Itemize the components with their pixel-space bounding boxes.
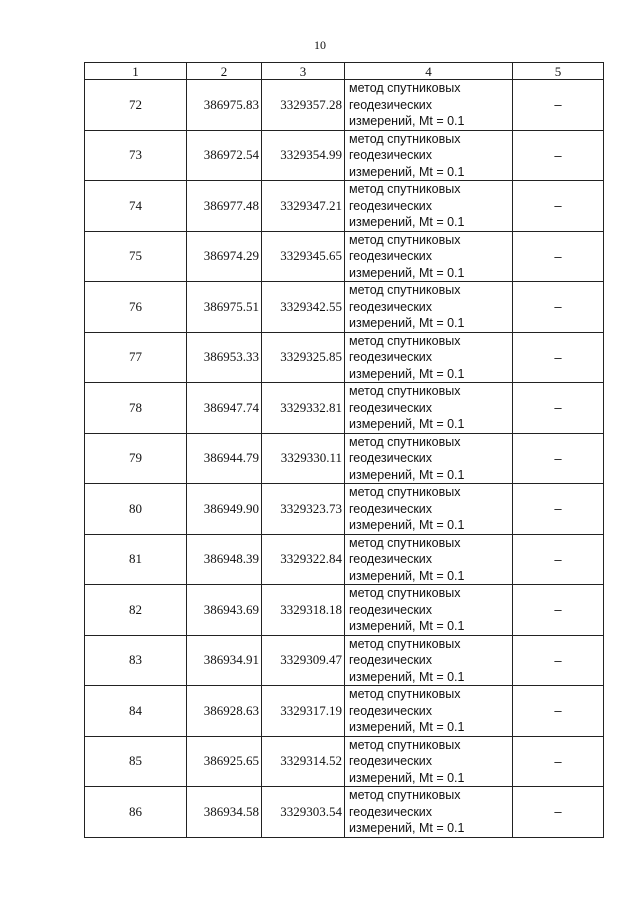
point-number-cell: 74 (85, 181, 187, 232)
note-cell: – (513, 383, 604, 434)
method-line: метод спутниковых (349, 636, 461, 651)
method-cell (345, 80, 513, 131)
method-line: геодезических (349, 451, 433, 465)
method-line: метод спутниковых (349, 737, 461, 752)
note-cell: – (513, 585, 604, 636)
table-row (85, 130, 604, 181)
x-coordinate-cell: 386934.91 (187, 635, 262, 686)
y-coordinate-cell: 3329314.52 (262, 736, 345, 787)
table-row (85, 282, 604, 333)
header-cell-5: 5 (513, 63, 604, 80)
y-coordinate-cell: 3329345.65 (262, 231, 345, 282)
method-line: геодезических (349, 501, 433, 516)
x-coordinate-cell: 386925.65 (187, 736, 262, 787)
method-cell (345, 231, 513, 282)
y-coordinate-cell: 3329323.73 (262, 484, 345, 535)
note-cell: – (513, 130, 604, 181)
method-cell (345, 181, 513, 232)
table-body (85, 63, 604, 838)
table-header-row (85, 63, 604, 80)
note-cell: – (513, 635, 604, 686)
point-number-cell: 73 (85, 130, 187, 181)
method-line: геодезических (349, 198, 433, 213)
method-cell (345, 332, 513, 383)
y-coordinate-cell: 3329342.55 (262, 282, 345, 333)
method-line: геодезических (349, 350, 433, 364)
method-line: геодезических (349, 602, 433, 617)
header-cell-1: 1 (85, 63, 187, 80)
x-coordinate-cell: 386975.83 (187, 80, 262, 131)
table-row (85, 787, 604, 838)
y-coordinate-cell: 3329317.19 (262, 686, 345, 737)
table-row (85, 80, 604, 131)
note-cell: – (513, 231, 604, 282)
method-line: метод спутниковых (349, 586, 461, 600)
method-cell (345, 585, 513, 636)
method-line: геодезических (349, 400, 433, 415)
table-row (85, 231, 604, 282)
method-line: геодезических (349, 804, 433, 819)
table-row (85, 484, 604, 535)
method-line: измерений, Mt = 0.1 (349, 619, 465, 633)
point-number-cell: 75 (85, 231, 187, 282)
point-number-cell: 80 (85, 484, 187, 535)
method-line: метод спутниковых (349, 535, 461, 550)
y-coordinate-cell: 3329322.84 (262, 534, 345, 585)
x-coordinate-cell: 386947.74 (187, 383, 262, 434)
note-cell: – (513, 484, 604, 535)
point-number-cell: 83 (85, 635, 187, 686)
x-coordinate-cell: 386928.63 (187, 686, 262, 737)
method-cell (345, 130, 513, 181)
method-cell (345, 686, 513, 737)
table-row (85, 181, 604, 232)
method-cell (345, 433, 513, 484)
table-row (85, 686, 604, 737)
method-line: геодезических (349, 653, 433, 667)
method-line: метод спутниковых (349, 283, 461, 297)
method-cell (345, 282, 513, 333)
note-cell: – (513, 433, 604, 484)
x-coordinate-cell: 386949.90 (187, 484, 262, 535)
method-line: метод спутниковых (349, 81, 461, 95)
method-line: метод спутниковых (349, 131, 461, 146)
table-row (85, 433, 604, 484)
y-coordinate-cell: 3329330.11 (262, 433, 345, 484)
y-coordinate-cell: 3329354.99 (262, 130, 345, 181)
table-row (85, 332, 604, 383)
point-number-cell: 72 (85, 80, 187, 131)
method-cell (345, 635, 513, 686)
y-coordinate-cell: 3329347.21 (262, 181, 345, 232)
method-line: измерений, Mt = 0.1 (349, 518, 465, 532)
method-line: геодезических (349, 754, 433, 768)
header-cell-2: 2 (187, 63, 262, 80)
note-cell: – (513, 181, 604, 232)
x-coordinate-cell: 386944.79 (187, 433, 262, 484)
method-line: метод спутниковых (349, 333, 461, 348)
method-line: метод спутниковых (349, 788, 461, 802)
note-cell: – (513, 686, 604, 737)
method-line: измерений, Mt = 0.1 (349, 467, 465, 482)
method-line: измерений, Mt = 0.1 (349, 568, 465, 583)
page-number: 10 (314, 38, 326, 52)
y-coordinate-cell: 3329303.54 (262, 787, 345, 838)
point-number-cell: 81 (85, 534, 187, 585)
point-number-cell: 78 (85, 383, 187, 434)
header-cell-3: 3 (262, 63, 345, 80)
method-line: метод спутниковых (349, 485, 461, 499)
method-line: геодезических (349, 148, 433, 162)
point-number-cell: 77 (85, 332, 187, 383)
note-cell: – (513, 282, 604, 333)
table-row (85, 736, 604, 787)
x-coordinate-cell: 386953.33 (187, 332, 262, 383)
method-line: геодезических (349, 552, 433, 566)
method-line: метод спутниковых (349, 232, 461, 247)
point-number-cell: 79 (85, 433, 187, 484)
table-row (85, 635, 604, 686)
point-number-cell: 86 (85, 787, 187, 838)
method-cell (345, 534, 513, 585)
x-coordinate-cell: 386975.51 (187, 282, 262, 333)
table-row (85, 585, 604, 636)
method-line: измерений, Mt = 0.1 (349, 417, 465, 431)
method-line: геодезических (349, 703, 433, 718)
method-line: измерений, Mt = 0.1 (349, 215, 465, 229)
point-number-cell: 84 (85, 686, 187, 737)
point-number-cell: 76 (85, 282, 187, 333)
method-line: измерений, Mt = 0.1 (349, 366, 465, 381)
method-line: геодезических (349, 249, 433, 263)
method-line: геодезических (349, 299, 433, 314)
method-line: измерений, Mt = 0.1 (349, 770, 465, 785)
x-coordinate-cell: 386943.69 (187, 585, 262, 636)
table-row (85, 383, 604, 434)
y-coordinate-cell: 3329318.18 (262, 585, 345, 636)
method-line: метод спутниковых (349, 182, 461, 196)
method-line: геодезических (349, 97, 433, 112)
coordinates-table (84, 62, 604, 838)
y-coordinate-cell: 3329325.85 (262, 332, 345, 383)
method-line: измерений, Mt = 0.1 (349, 720, 465, 734)
method-line: измерений, Mt = 0.1 (349, 669, 465, 684)
y-coordinate-cell: 3329357.28 (262, 80, 345, 131)
note-cell: – (513, 787, 604, 838)
x-coordinate-cell: 386974.29 (187, 231, 262, 282)
method-cell (345, 736, 513, 787)
point-number-cell: 82 (85, 585, 187, 636)
method-line: метод спутниковых (349, 384, 461, 398)
x-coordinate-cell: 386934.58 (187, 787, 262, 838)
note-cell: – (513, 332, 604, 383)
method-line: измерений, Mt = 0.1 (349, 114, 465, 128)
method-cell (345, 484, 513, 535)
method-cell (345, 383, 513, 434)
y-coordinate-cell: 3329309.47 (262, 635, 345, 686)
header-cell-4: 4 (345, 63, 513, 80)
table-row (85, 534, 604, 585)
method-line: измерений, Mt = 0.1 (349, 265, 465, 280)
method-line: измерений, Mt = 0.1 (349, 316, 465, 330)
method-line: измерений, Mt = 0.1 (349, 821, 465, 835)
x-coordinate-cell: 386948.39 (187, 534, 262, 585)
x-coordinate-cell: 386977.48 (187, 181, 262, 232)
method-cell (345, 787, 513, 838)
note-cell: – (513, 736, 604, 787)
method-line: измерений, Mt = 0.1 (349, 164, 465, 179)
method-line: метод спутниковых (349, 434, 461, 449)
x-coordinate-cell: 386972.54 (187, 130, 262, 181)
note-cell: – (513, 534, 604, 585)
note-cell: – (513, 80, 604, 131)
point-number-cell: 85 (85, 736, 187, 787)
y-coordinate-cell: 3329332.81 (262, 383, 345, 434)
method-line: метод спутниковых (349, 687, 461, 701)
